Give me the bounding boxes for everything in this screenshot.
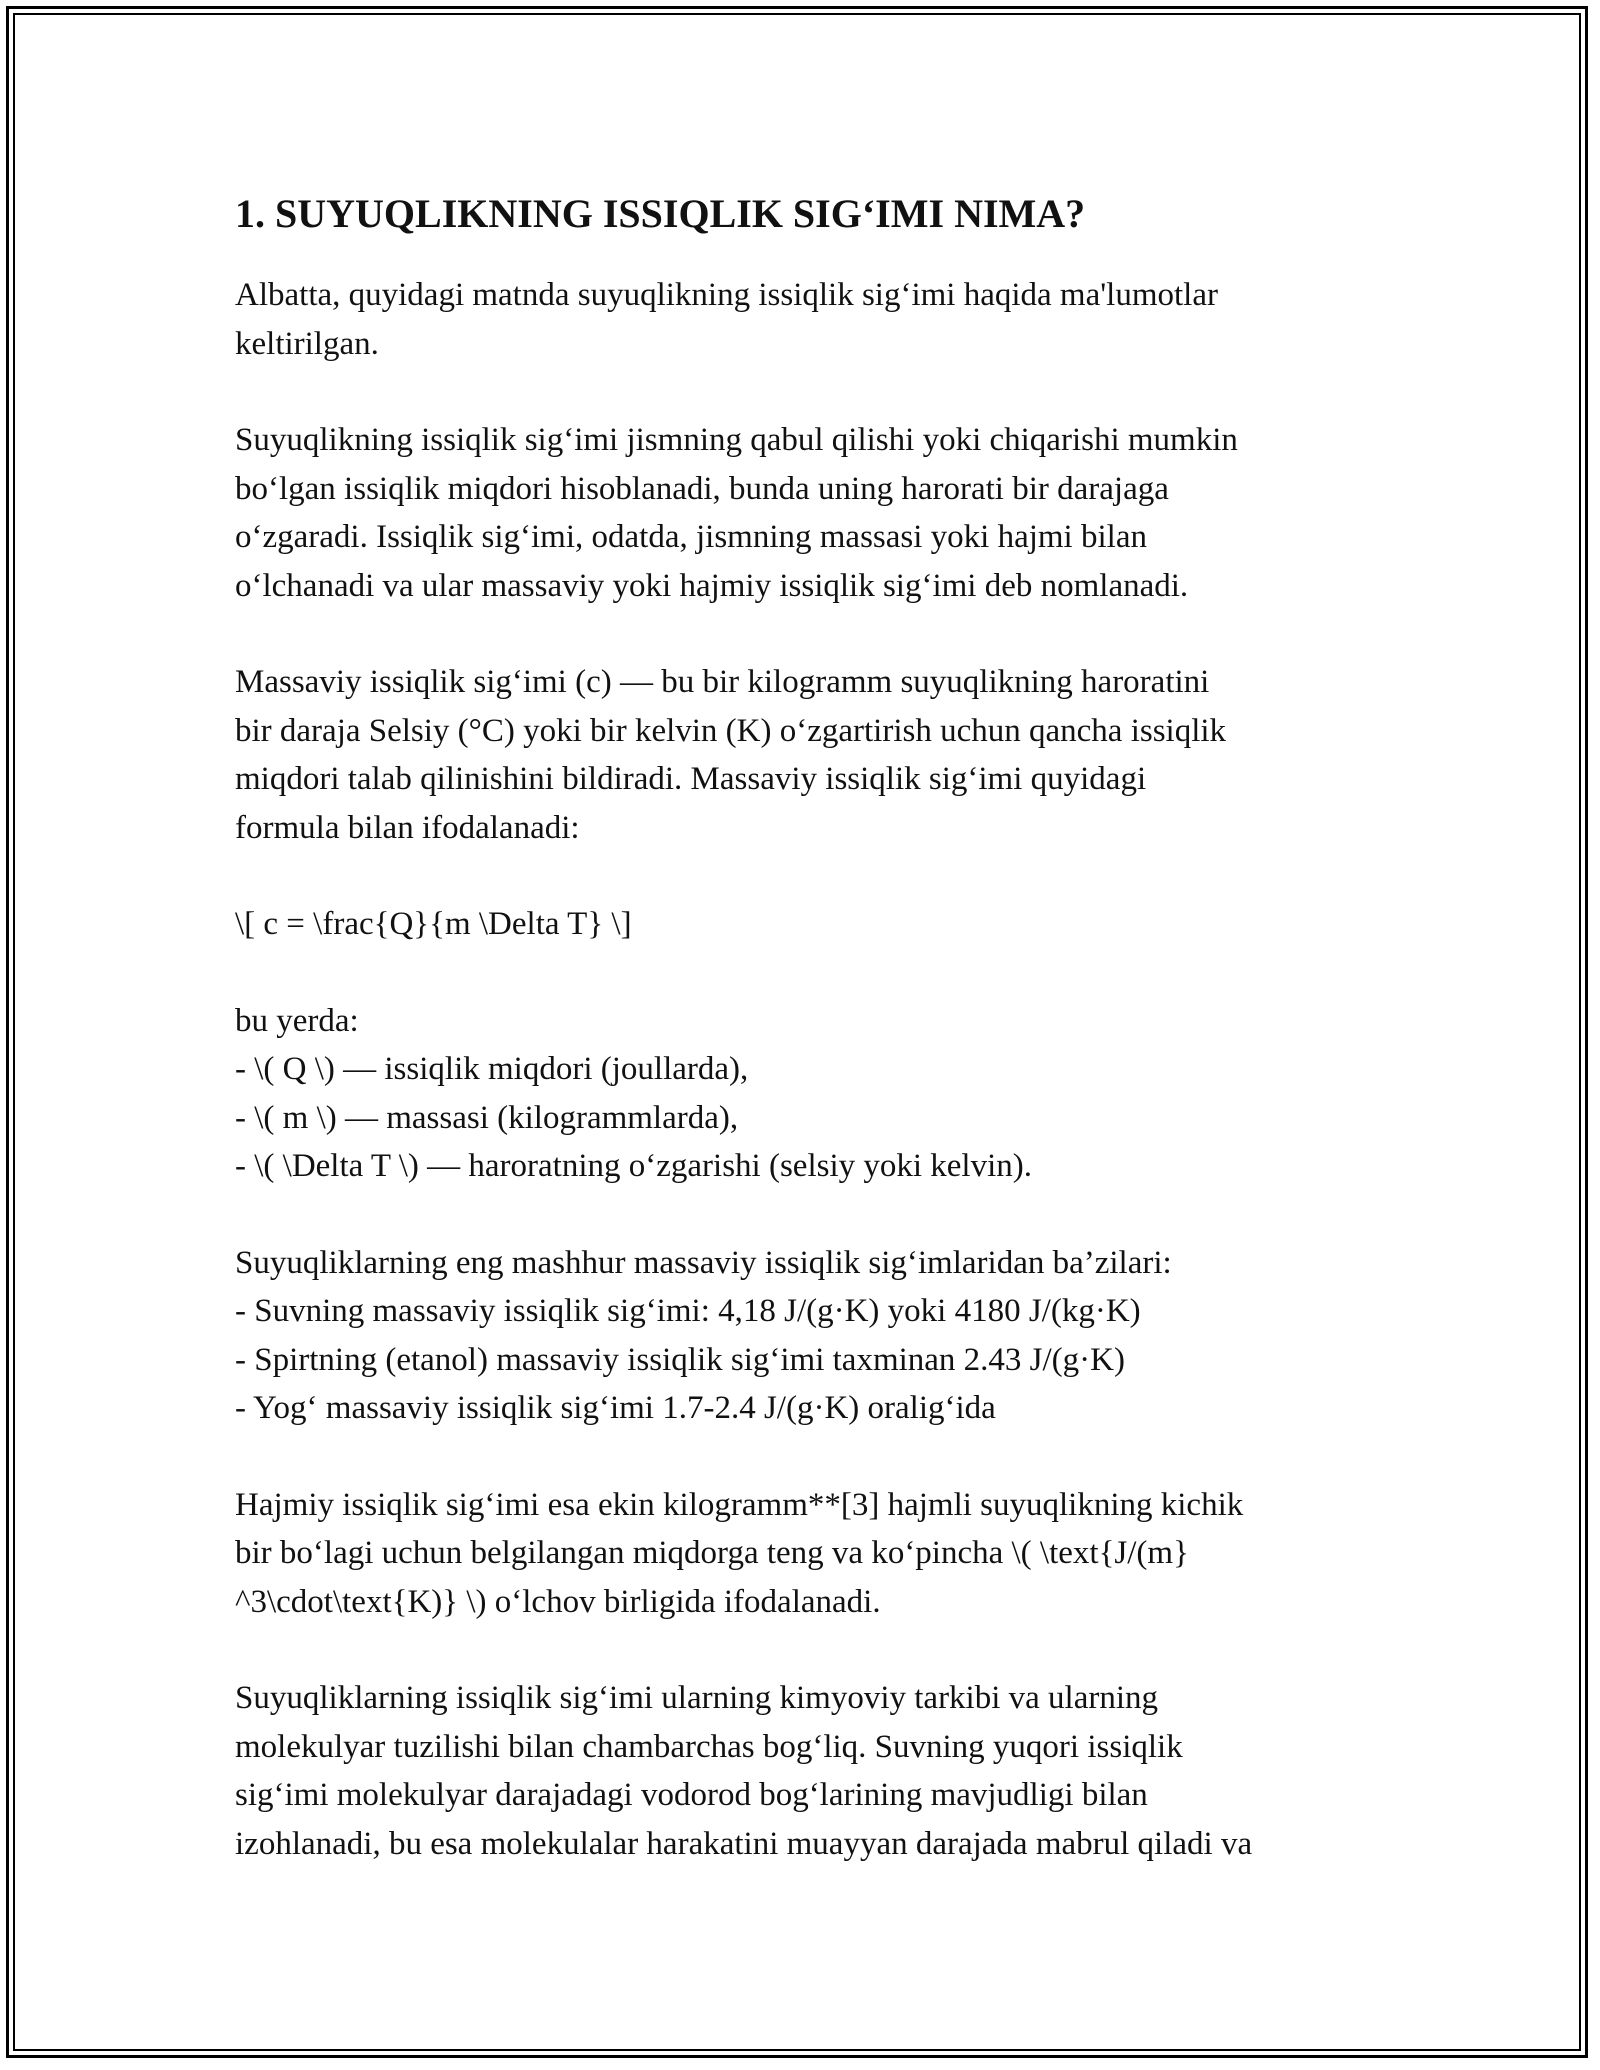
text-line: bir daraja Selsiy (°C) yoki bir kelvin (K) o‘zgartirish uchun qancha issiqlik (235, 712, 1227, 749)
paragraph-variables (235, 997, 1395, 1191)
paragraph-intro (235, 271, 1395, 368)
paragraph-mass-heat-capacity (235, 658, 1395, 852)
text-line: Suyuqlikning issiqlik sig‘imi jismning qabul qilishi yoki chiqarishi mumkin (235, 422, 1238, 458)
document-body (235, 185, 1395, 1916)
text-line: Suyuqliklarning issiqlik sig‘imi ularning kimyoviy tarkibi va ularning (235, 1680, 1159, 1716)
list-item: - Suvning massaviy issiqlik sig‘imi: 4,18 J/(g·K) yoki 4180 J/(kg·K) (235, 1293, 1141, 1329)
list-item: - Yog‘ massaviy issiqlik sig‘imi 1.7-2.4 J/(g·K) oralig‘ida (235, 1390, 996, 1426)
paragraph-volumetric (235, 1481, 1395, 1627)
section-heading: 1. SUYUQLIKNING ISSIQLIK SIG‘IMI NIMA? (235, 191, 1086, 236)
paragraph-molecular (235, 1674, 1395, 1868)
text-line: keltirilgan. (235, 325, 379, 362)
text-line: o‘lchanadi va ular massaviy yoki hajmiy issiqlik sig‘imi deb nomlanadi. (235, 567, 1189, 604)
text-line: Hajmiy issiqlik sig‘imi esa ekin kilogramm**[3] hajmli suyuqlikning kichik (235, 1486, 1244, 1523)
text-line: Massaviy issiqlik sig‘imi (c) — bu bir kilogramm suyuqlikning haroratini (235, 664, 1210, 700)
text-line: bo‘lgan issiqlik miqdori hisoblanadi, bunda uning harorati bir darajaga (235, 470, 1169, 507)
text-line: miqdori talab qilinishini bildiradi. Massaviy issiqlik sig‘imi quyidagi (235, 761, 1147, 797)
text-line: Suyuqliklarning eng mashhur massaviy issiqlik sig‘imlaridan ba’zilari: (235, 1244, 1172, 1281)
paragraph-definition (235, 416, 1395, 610)
formula-line: \[ c = \frac{Q}{m \Delta T} \] (235, 906, 632, 942)
list-item: - \( \Delta T \) — haroratning o‘zgarishi (selsiy yoki kelvin). (235, 1148, 1033, 1184)
list-item: - Spirtning (etanol) massaviy issiqlik sig‘imi taxminan 2.43 J/(g·K) (235, 1341, 1125, 1378)
text-line: formula bilan ifodalanadi: (235, 809, 580, 846)
text-line: ^3\cdot\text{K)} \) o‘lchov birligida ifodalanadi. (235, 1583, 881, 1620)
list-item: - \( Q \) — issiqlik miqdori (joullarda), (235, 1051, 749, 1087)
paragraph-examples (235, 1239, 1395, 1433)
list-item: - \( m \) — massasi (kilogrammlarda), (235, 1099, 739, 1136)
text-line: sig‘imi molekulyar darajadagi vodorod bog‘larining mavjudligi bilan (235, 1777, 1148, 1813)
text-line: Albatta, quyidagi matnda suyuqlikning issiqlik sig‘imi haqida ma'lumotlar (235, 277, 1218, 313)
text-line: o‘zgaradi. Issiqlik sig‘imi, odatda, jismning massasi yoki hajmi bilan (235, 519, 1147, 555)
text-line: bir bo‘lagi uchun belgilangan miqdorga teng va ko‘pincha \( \text{J/(m} (235, 1535, 1189, 1571)
text-line: molekulyar tuzilishi bilan chambarchas bog‘liq. Suvning yuqori issiqlik (235, 1728, 1183, 1765)
text-line: izohlanadi, bu esa molekulalar harakatini muayyan darajada mabrul qiladi va (235, 1825, 1253, 1862)
text-line: bu yerda: (235, 1002, 359, 1039)
paragraph-formula (235, 900, 1395, 949)
